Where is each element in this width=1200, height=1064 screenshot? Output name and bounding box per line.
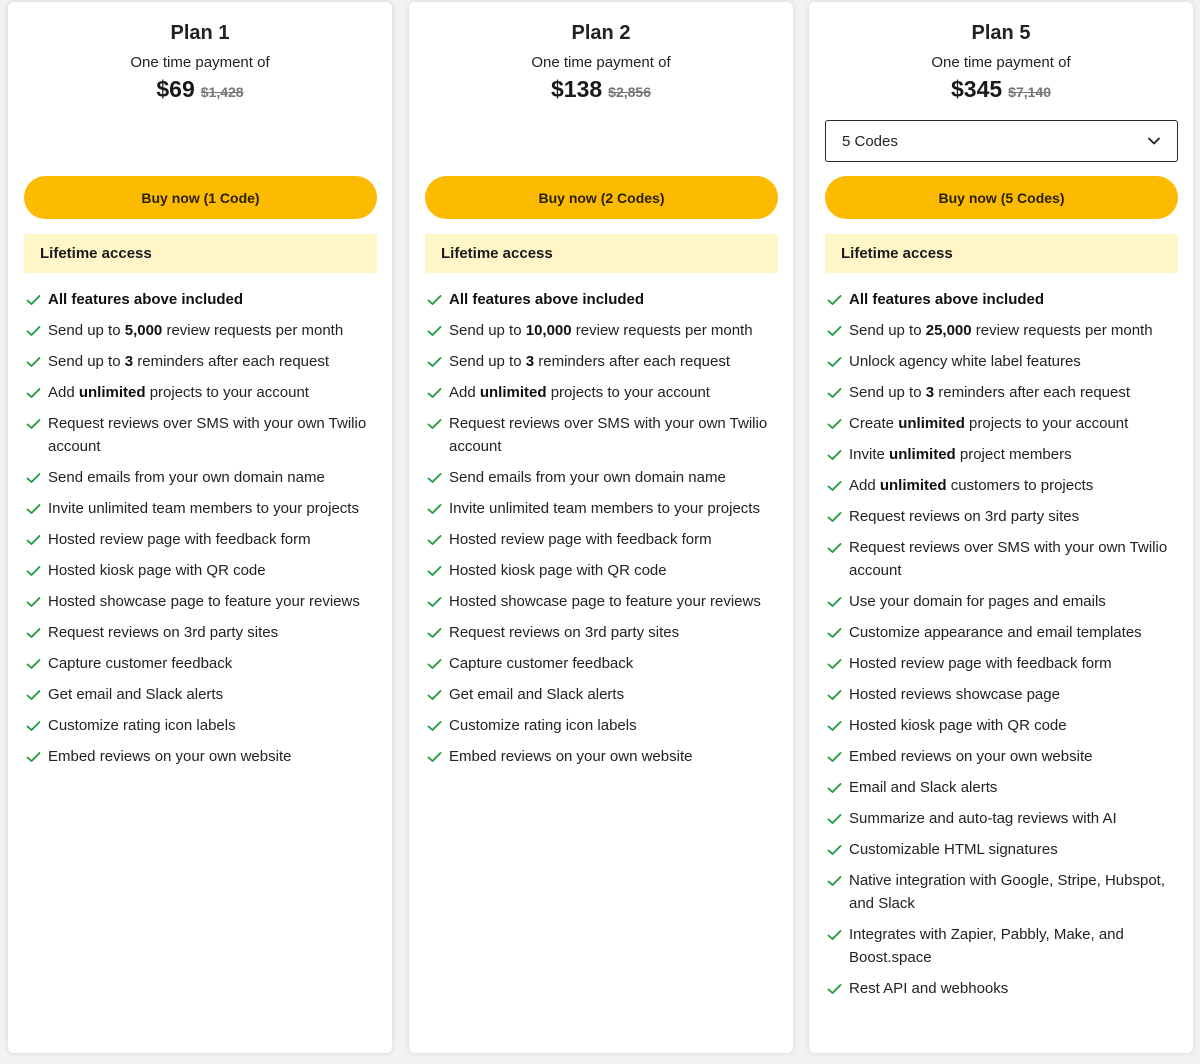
lifetime-access-banner: Lifetime access [425,234,778,273]
feature-text: Capture customer feedback [48,655,233,672]
feature-text: Create unlimited projects to your account [849,415,1129,432]
checkmark-icon [825,350,849,373]
feature-item [425,319,778,342]
feature-text: Hosted review page with feedback form [849,655,1112,672]
feature-text: Customizable HTML signatures [849,841,1058,858]
payment-label: One time payment of [931,54,1071,71]
feature-item [825,412,1178,435]
feature-item [825,977,1178,1000]
feature-text: Customize rating icon labels [449,717,637,734]
feature-item [825,923,1178,969]
feature-item [425,350,778,373]
feature-text: Hosted review page with feedback form [48,531,311,548]
checkmark-icon [825,443,849,466]
feature-item [825,652,1178,675]
feature-text: Invite unlimited team members to your projects [48,500,359,517]
feature-item [825,714,1178,737]
checkmark-icon [425,288,449,311]
feature-item [425,590,778,613]
feature-text: Send emails from your own domain name [449,469,726,486]
checkmark-icon [425,621,449,644]
feature-item [825,838,1178,861]
feature-list [425,288,778,776]
checkmark-icon [425,497,449,520]
feature-item [425,621,778,644]
feature-text: Send up to 3 reminders after each request [48,353,330,370]
checkmark-icon [825,807,849,830]
checkmark-icon [825,683,849,706]
checkmark-icon [425,683,449,706]
feature-item [24,381,377,404]
feature-text: Get email and Slack alerts [449,686,625,703]
feature-item [825,350,1178,373]
feature-list [24,288,377,776]
feature-item [425,412,778,458]
feature-item [825,443,1178,466]
feature-list [825,288,1178,1008]
feature-item [425,714,778,737]
feature-text: Add unlimited projects to your account [449,384,710,401]
feature-text: Request reviews over SMS with your own Twilio account [449,415,768,455]
feature-text: All features above included [849,291,1045,308]
old-price: $2,856 [608,84,651,100]
checkmark-icon [24,350,48,373]
plan-card [409,2,793,1053]
feature-text: Capture customer feedback [449,655,634,672]
payment-label: One time payment of [130,54,270,71]
plan-card [8,2,392,1053]
price-row [409,76,793,103]
feature-text: All features above included [48,291,244,308]
feature-item [825,776,1178,799]
plan-card [809,2,1193,1053]
checkmark-icon [425,559,449,582]
checkmark-icon [825,474,849,497]
feature-item [24,497,377,520]
feature-text: Request reviews over SMS with your own Twilio account [849,539,1168,579]
checkmark-icon [825,536,849,559]
checkmark-icon [425,350,449,373]
plan-title: Plan 5 [971,22,1031,44]
feature-item [24,288,377,311]
checkmark-icon [24,319,48,342]
price: $345 [951,76,1003,102]
price-row [809,76,1193,103]
feature-item [825,683,1178,706]
feature-item [24,319,377,342]
feature-item [425,466,778,489]
checkmark-icon [24,466,48,489]
old-price: $7,140 [1008,84,1051,100]
feature-text: Send emails from your own domain name [48,469,325,486]
feature-text: Add unlimited projects to your account [48,384,309,401]
checkmark-icon [425,714,449,737]
feature-item [425,652,778,675]
feature-item [24,652,377,675]
feature-item [24,714,377,737]
checkmark-icon [825,838,849,861]
checkmark-icon [24,528,48,551]
buy-now-button[interactable]: Buy now (1 Code) [24,176,377,219]
lifetime-access-banner: Lifetime access [825,234,1178,273]
feature-text: Customize appearance and email templates [849,624,1142,641]
checkmark-icon [825,745,849,768]
feature-text: Get email and Slack alerts [48,686,224,703]
checkmark-icon [425,528,449,551]
checkmark-icon [425,319,449,342]
feature-text: Hosted showcase page to feature your reviews [449,593,761,610]
feature-item [825,288,1178,311]
feature-text: Hosted kiosk page with QR code [48,562,266,579]
feature-text: Send up to 10,000 review requests per month [449,322,753,339]
feature-item [825,381,1178,404]
feature-text: Hosted kiosk page with QR code [849,717,1067,734]
feature-text: Summarize and auto-tag reviews with AI [849,810,1117,827]
checkmark-icon [24,412,48,435]
checkmark-icon [825,714,849,737]
feature-text: Hosted reviews showcase page [849,686,1060,703]
feature-item [825,807,1178,830]
checkmark-icon [24,621,48,644]
feature-text: Send up to 3 reminders after each request [849,384,1131,401]
feature-item [825,621,1178,644]
checkmark-icon [825,505,849,528]
plan-title: Plan 2 [571,22,631,44]
buy-now-button[interactable]: Buy now (5 Codes) [825,176,1178,219]
feature-item [24,745,377,768]
feature-text: Send up to 5,000 review requests per month [48,322,344,339]
checkmark-icon [24,714,48,737]
feature-text: Send up to 25,000 review requests per month [849,322,1153,339]
feature-item [425,745,778,768]
feature-item [825,745,1178,768]
checkmark-icon [825,776,849,799]
feature-item [24,683,377,706]
checkmark-icon [825,319,849,342]
old-price: $1,428 [200,84,244,100]
lifetime-access-banner: Lifetime access [24,234,377,273]
checkmark-icon [24,381,48,404]
buy-now-button[interactable]: Buy now (2 Codes) [425,176,778,219]
feature-text: Hosted kiosk page with QR code [449,562,667,579]
checkmark-icon [24,288,48,311]
checkmark-icon [825,621,849,644]
feature-text: Request reviews over SMS with your own Twilio account [48,415,367,455]
feature-item [24,559,377,582]
feature-item [825,869,1178,915]
checkmark-icon [24,590,48,613]
feature-text: Customize rating icon labels [48,717,236,734]
feature-text: Request reviews on 3rd party sites [48,624,279,641]
feature-item [24,350,377,373]
checkmark-icon [825,288,849,311]
feature-text: Hosted review page with feedback form [449,531,712,548]
price-row [8,76,392,103]
feature-text: Native integration with Google, Stripe, Hubspot, and Slack [849,872,1166,912]
checkmark-icon [825,652,849,675]
feature-item [825,536,1178,582]
checkmark-icon [825,381,849,404]
checkmark-icon [825,977,849,1000]
price: $69 [156,76,195,102]
feature-text: All features above included [449,291,645,308]
checkmark-icon [24,683,48,706]
checkmark-icon [825,923,849,946]
feature-text: Invite unlimited team members to your projects [449,500,760,517]
feature-item [425,559,778,582]
checkmark-icon [24,559,48,582]
feature-item [425,381,778,404]
feature-item [825,590,1178,613]
feature-text: Email and Slack alerts [849,779,998,796]
checkmark-icon [425,412,449,435]
checkmark-icon [24,745,48,768]
feature-text: Request reviews on 3rd party sites [449,624,680,641]
feature-item [24,412,377,458]
checkmark-icon [24,652,48,675]
feature-text: Embed reviews on your own website [48,748,292,765]
checkmark-icon [425,745,449,768]
checkmark-icon [825,590,849,613]
feature-text: Hosted showcase page to feature your reviews [48,593,360,610]
checkmark-icon [825,412,849,435]
feature-text: Use your domain for pages and emails [849,593,1106,610]
feature-item [425,528,778,551]
feature-item [24,466,377,489]
feature-text: Rest API and webhooks [849,980,1009,997]
checkmark-icon [425,590,449,613]
select-value: 5 Codes [842,132,898,150]
feature-item [825,474,1178,497]
checkmark-icon [24,497,48,520]
feature-text: Integrates with Zapier, Pabbly, Make, and Boost.space [849,926,1124,966]
feature-text: Send up to 3 reminders after each request [449,353,731,370]
code-quantity-select[interactable] [825,120,1178,162]
feature-item [24,621,377,644]
price: $138 [551,76,603,102]
feature-text: Unlock agency white label features [849,353,1081,370]
plan-title: Plan 1 [170,22,230,44]
feature-item [425,683,778,706]
feature-text: Invite unlimited project members [849,446,1072,463]
checkmark-icon [425,652,449,675]
feature-item [825,319,1178,342]
feature-item [24,528,377,551]
payment-label: One time payment of [531,54,671,71]
checkmark-icon [425,466,449,489]
feature-item [425,497,778,520]
feature-text: Add unlimited customers to projects [849,477,1094,494]
feature-text: Request reviews on 3rd party sites [849,508,1080,525]
feature-item [24,590,377,613]
feature-item [425,288,778,311]
chevron-down-icon [1147,134,1161,148]
feature-text: Embed reviews on your own website [449,748,693,765]
checkmark-icon [425,381,449,404]
feature-text: Embed reviews on your own website [849,748,1093,765]
feature-item [825,505,1178,528]
checkmark-icon [825,869,849,892]
